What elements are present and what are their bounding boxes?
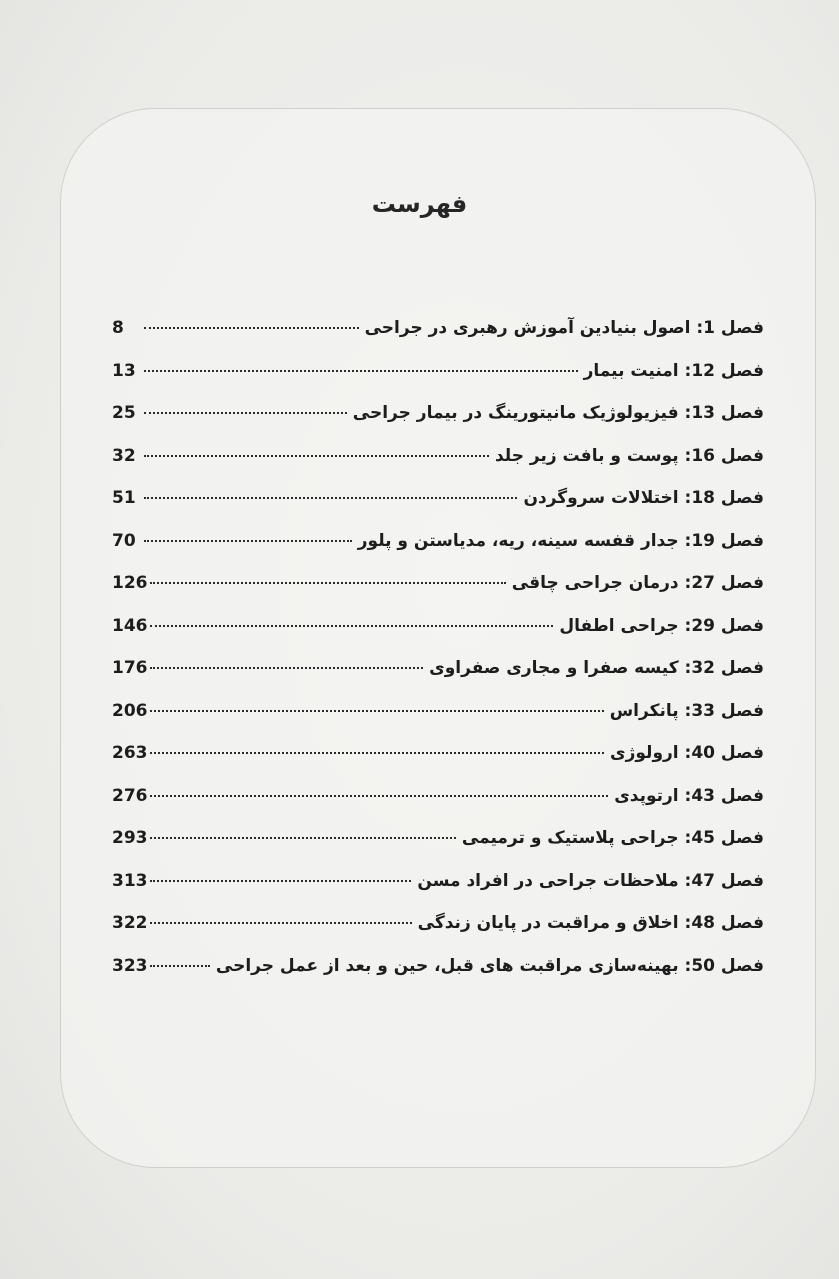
dot-leader bbox=[150, 837, 456, 839]
dot-leader bbox=[150, 795, 609, 797]
toc-entry-page: 32 bbox=[112, 445, 136, 466]
toc-entry-label: فصل 27: درمان جراحی چاقی bbox=[511, 573, 764, 593]
toc-entry bbox=[112, 701, 764, 744]
toc-entry bbox=[112, 913, 764, 956]
toc-entry bbox=[112, 573, 764, 616]
dot-leader bbox=[150, 922, 412, 924]
toc-entry-page: 25 bbox=[112, 403, 136, 423]
toc-entry-page: 263 bbox=[112, 743, 148, 763]
toc-entry-label: فصل 45: جراحی پلاستیک و ترمیمی bbox=[461, 828, 764, 848]
toc-entry bbox=[112, 658, 764, 701]
toc-entry bbox=[112, 616, 764, 659]
toc-entry bbox=[112, 361, 764, 404]
toc-entry-label: فصل 33: پانکراس bbox=[609, 700, 764, 721]
toc-entry-label: فصل 1: اصول بنیادین آموزش رهبری در جراحی bbox=[364, 318, 764, 338]
toc-entry bbox=[112, 871, 764, 914]
toc-list bbox=[112, 318, 764, 998]
toc-entry bbox=[112, 531, 764, 574]
dot-leader bbox=[144, 327, 359, 329]
toc-title: فهرست bbox=[371, 190, 468, 218]
dot-leader bbox=[144, 455, 489, 457]
toc-entry-page: 51 bbox=[112, 488, 136, 508]
toc-entry-page: 13 bbox=[112, 360, 136, 381]
dot-leader bbox=[150, 965, 210, 967]
toc-entry-label: فصل 48: اخلاق و مراقبت در پایان زندگی bbox=[417, 913, 764, 933]
dot-leader bbox=[144, 412, 347, 414]
toc-entry-page: 293 bbox=[112, 828, 148, 848]
toc-entry-page: 313 bbox=[112, 870, 148, 891]
toc-entry-page: 8 bbox=[112, 318, 124, 338]
dot-leader bbox=[150, 667, 424, 669]
toc-entry-page: 323 bbox=[112, 955, 148, 976]
toc-entry-page: 70 bbox=[112, 530, 136, 551]
toc-entry-label: فصل 43: ارتوپدی bbox=[614, 785, 764, 806]
toc-entry bbox=[112, 956, 764, 999]
dot-leader bbox=[144, 497, 517, 499]
toc-entry bbox=[112, 743, 764, 786]
dot-leader bbox=[150, 582, 506, 584]
dot-leader bbox=[144, 540, 352, 542]
toc-entry-page: 322 bbox=[112, 913, 148, 933]
toc-entry-label: فصل 32: کیسه صفرا و مجاری صفراوی bbox=[429, 658, 764, 678]
toc-entry-label: فصل 12: امنیت بیمار bbox=[583, 360, 764, 381]
toc-entry-page: 126 bbox=[112, 573, 148, 593]
toc-entry-label: فصل 13: فیزیولوژیک مانیتورینگ در بیمار جراحی bbox=[352, 403, 764, 423]
toc-entry-page: 176 bbox=[112, 658, 148, 678]
toc-entry-page: 276 bbox=[112, 785, 148, 806]
dot-leader bbox=[150, 710, 604, 712]
toc-entry bbox=[112, 318, 764, 361]
dot-leader bbox=[150, 625, 554, 627]
toc-entry-label: فصل 18: اختلالات سروگردن bbox=[523, 488, 764, 508]
dot-leader bbox=[144, 370, 578, 372]
toc-entry-label: فصل 50: بهینه‌سازی مراقبت های قبل، حین و بعد از عمل جراحی bbox=[215, 955, 764, 976]
toc-entry-label: فصل 16: پوست و بافت زیر جلد bbox=[494, 445, 764, 466]
toc-entry bbox=[112, 786, 764, 829]
dot-leader bbox=[150, 752, 605, 754]
dot-leader bbox=[150, 880, 412, 882]
toc-entry-page: 146 bbox=[112, 615, 148, 636]
toc-entry bbox=[112, 446, 764, 489]
toc-entry-label: فصل 40: ارولوژی bbox=[610, 743, 764, 763]
toc-entry bbox=[112, 403, 764, 446]
toc-entry bbox=[112, 488, 764, 531]
toc-entry-page: 206 bbox=[112, 700, 148, 721]
toc-entry-label: فصل 29: جراحی اطفال bbox=[559, 615, 764, 636]
toc-entry-label: فصل 19: جدار قفسه سینه، ریه، مدیاستن و پلور bbox=[357, 530, 764, 551]
toc-entry bbox=[112, 828, 764, 871]
toc-entry-label: فصل 47: ملاحظات جراحی در افراد مسن bbox=[417, 870, 764, 891]
